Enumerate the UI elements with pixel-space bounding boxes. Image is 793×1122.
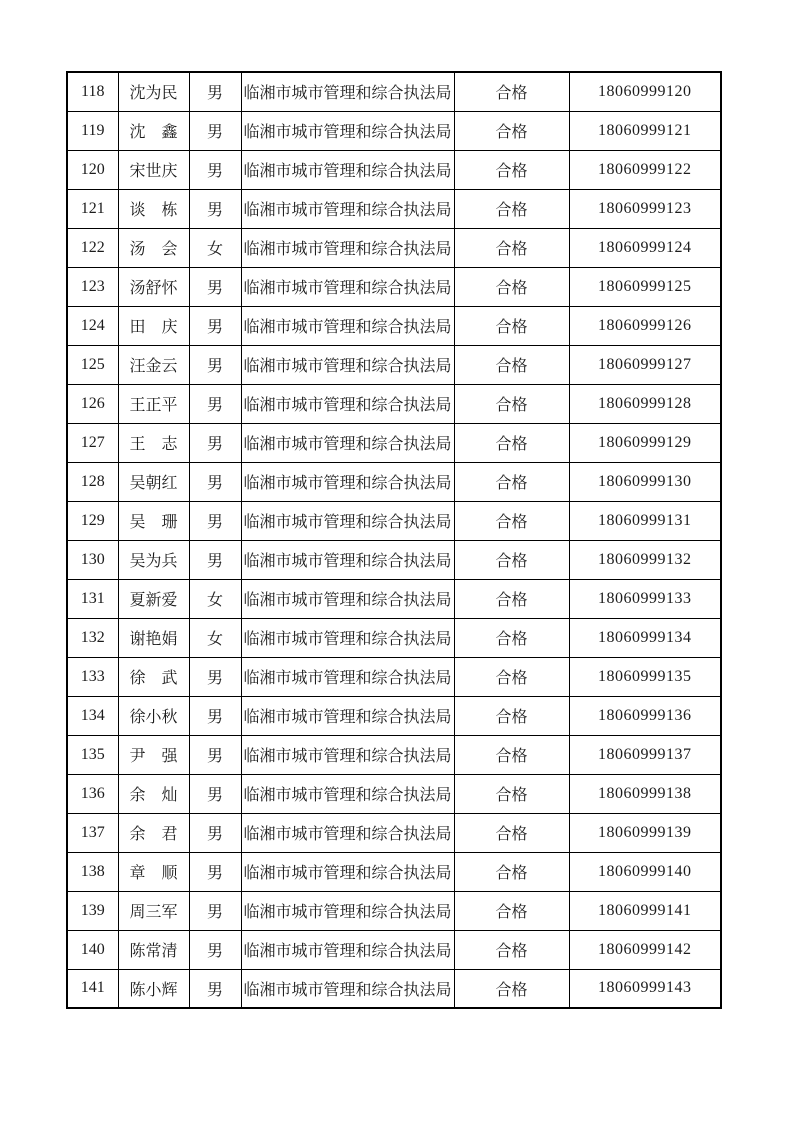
organization-cell: 临湘市城市管理和综合执法局 xyxy=(241,852,454,891)
table-row xyxy=(67,228,721,267)
organization-cell: 临湘市城市管理和综合执法局 xyxy=(241,735,454,774)
gender-cell: 男 xyxy=(189,774,241,813)
table-row xyxy=(67,930,721,969)
table-row xyxy=(67,969,721,1008)
row-index-cell: 128 xyxy=(67,462,118,501)
organization-cell: 临湘市城市管理和综合执法局 xyxy=(241,384,454,423)
certificate-number-cell: 18060999121 xyxy=(569,111,721,150)
organization-cell: 临湘市城市管理和综合执法局 xyxy=(241,657,454,696)
result-cell: 合格 xyxy=(454,345,569,384)
certificate-number-cell: 18060999140 xyxy=(569,852,721,891)
certificate-number-cell: 18060999126 xyxy=(569,306,721,345)
table-row xyxy=(67,423,721,462)
roster-table-body xyxy=(67,72,721,1008)
result-cell: 合格 xyxy=(454,72,569,111)
gender-cell: 男 xyxy=(189,813,241,852)
certificate-number-cell: 18060999124 xyxy=(569,228,721,267)
organization-cell: 临湘市城市管理和综合执法局 xyxy=(241,72,454,111)
result-cell: 合格 xyxy=(454,969,569,1008)
organization-cell: 临湘市城市管理和综合执法局 xyxy=(241,813,454,852)
result-cell: 合格 xyxy=(454,540,569,579)
row-index-cell: 137 xyxy=(67,813,118,852)
table-row xyxy=(67,72,721,111)
organization-cell: 临湘市城市管理和综合执法局 xyxy=(241,891,454,930)
certificate-number-cell: 18060999141 xyxy=(569,891,721,930)
table-row xyxy=(67,150,721,189)
name-cell: 余 灿 xyxy=(118,774,189,813)
certificate-number-cell: 18060999138 xyxy=(569,774,721,813)
organization-cell: 临湘市城市管理和综合执法局 xyxy=(241,579,454,618)
name-cell: 谢艳娟 xyxy=(118,618,189,657)
row-index-cell: 134 xyxy=(67,696,118,735)
roster-table xyxy=(66,71,722,1009)
result-cell: 合格 xyxy=(454,462,569,501)
result-cell: 合格 xyxy=(454,228,569,267)
table-row xyxy=(67,501,721,540)
result-cell: 合格 xyxy=(454,306,569,345)
result-cell: 合格 xyxy=(454,111,569,150)
name-cell: 沈为民 xyxy=(118,72,189,111)
row-index-cell: 120 xyxy=(67,150,118,189)
name-cell: 尹 强 xyxy=(118,735,189,774)
result-cell: 合格 xyxy=(454,150,569,189)
gender-cell: 男 xyxy=(189,696,241,735)
row-index-cell: 122 xyxy=(67,228,118,267)
row-index-cell: 125 xyxy=(67,345,118,384)
name-cell: 田 庆 xyxy=(118,306,189,345)
organization-cell: 临湘市城市管理和综合执法局 xyxy=(241,345,454,384)
row-index-cell: 124 xyxy=(67,306,118,345)
result-cell: 合格 xyxy=(454,735,569,774)
table-row xyxy=(67,384,721,423)
table-row xyxy=(67,618,721,657)
row-index-cell: 133 xyxy=(67,657,118,696)
name-cell: 王 志 xyxy=(118,423,189,462)
row-index-cell: 126 xyxy=(67,384,118,423)
organization-cell: 临湘市城市管理和综合执法局 xyxy=(241,462,454,501)
row-index-cell: 136 xyxy=(67,774,118,813)
result-cell: 合格 xyxy=(454,852,569,891)
gender-cell: 女 xyxy=(189,579,241,618)
table-row xyxy=(67,345,721,384)
organization-cell: 临湘市城市管理和综合执法局 xyxy=(241,930,454,969)
gender-cell: 男 xyxy=(189,930,241,969)
result-cell: 合格 xyxy=(454,267,569,306)
row-index-cell: 118 xyxy=(67,72,118,111)
table-row xyxy=(67,579,721,618)
certificate-number-cell: 18060999134 xyxy=(569,618,721,657)
result-cell: 合格 xyxy=(454,189,569,228)
organization-cell: 临湘市城市管理和综合执法局 xyxy=(241,540,454,579)
certificate-number-cell: 18060999123 xyxy=(569,189,721,228)
gender-cell: 男 xyxy=(189,189,241,228)
table-row xyxy=(67,462,721,501)
organization-cell: 临湘市城市管理和综合执法局 xyxy=(241,189,454,228)
table-row xyxy=(67,267,721,306)
name-cell: 汤 会 xyxy=(118,228,189,267)
certificate-number-cell: 18060999132 xyxy=(569,540,721,579)
certificate-number-cell: 18060999137 xyxy=(569,735,721,774)
row-index-cell: 130 xyxy=(67,540,118,579)
gender-cell: 男 xyxy=(189,423,241,462)
table-row xyxy=(67,813,721,852)
result-cell: 合格 xyxy=(454,579,569,618)
table-row xyxy=(67,735,721,774)
gender-cell: 男 xyxy=(189,540,241,579)
organization-cell: 临湘市城市管理和综合执法局 xyxy=(241,774,454,813)
name-cell: 陈小辉 xyxy=(118,969,189,1008)
table-row xyxy=(67,774,721,813)
organization-cell: 临湘市城市管理和综合执法局 xyxy=(241,969,454,1008)
row-index-cell: 119 xyxy=(67,111,118,150)
organization-cell: 临湘市城市管理和综合执法局 xyxy=(241,150,454,189)
certificate-number-cell: 18060999127 xyxy=(569,345,721,384)
name-cell: 王正平 xyxy=(118,384,189,423)
gender-cell: 男 xyxy=(189,345,241,384)
name-cell: 汪金云 xyxy=(118,345,189,384)
organization-cell: 临湘市城市管理和综合执法局 xyxy=(241,306,454,345)
table-row xyxy=(67,189,721,228)
row-index-cell: 141 xyxy=(67,969,118,1008)
organization-cell: 临湘市城市管理和综合执法局 xyxy=(241,267,454,306)
name-cell: 吴朝红 xyxy=(118,462,189,501)
organization-cell: 临湘市城市管理和综合执法局 xyxy=(241,618,454,657)
gender-cell: 男 xyxy=(189,306,241,345)
gender-cell: 男 xyxy=(189,735,241,774)
organization-cell: 临湘市城市管理和综合执法局 xyxy=(241,423,454,462)
certificate-number-cell: 18060999129 xyxy=(569,423,721,462)
result-cell: 合格 xyxy=(454,774,569,813)
result-cell: 合格 xyxy=(454,930,569,969)
table-row xyxy=(67,852,721,891)
name-cell: 余 君 xyxy=(118,813,189,852)
row-index-cell: 132 xyxy=(67,618,118,657)
certificate-number-cell: 18060999142 xyxy=(569,930,721,969)
result-cell: 合格 xyxy=(454,657,569,696)
table-row xyxy=(67,306,721,345)
table-row xyxy=(67,891,721,930)
organization-cell: 临湘市城市管理和综合执法局 xyxy=(241,696,454,735)
name-cell: 沈 鑫 xyxy=(118,111,189,150)
row-index-cell: 121 xyxy=(67,189,118,228)
gender-cell: 男 xyxy=(189,891,241,930)
table-row xyxy=(67,111,721,150)
organization-cell: 临湘市城市管理和综合执法局 xyxy=(241,228,454,267)
name-cell: 章 顺 xyxy=(118,852,189,891)
gender-cell: 男 xyxy=(189,72,241,111)
gender-cell: 男 xyxy=(189,501,241,540)
table-row xyxy=(67,657,721,696)
row-index-cell: 123 xyxy=(67,267,118,306)
gender-cell: 男 xyxy=(189,267,241,306)
name-cell: 周三军 xyxy=(118,891,189,930)
name-cell: 宋世庆 xyxy=(118,150,189,189)
gender-cell: 男 xyxy=(189,969,241,1008)
gender-cell: 女 xyxy=(189,228,241,267)
certificate-number-cell: 18060999120 xyxy=(569,72,721,111)
name-cell: 汤舒怀 xyxy=(118,267,189,306)
certificate-number-cell: 18060999139 xyxy=(569,813,721,852)
name-cell: 徐 武 xyxy=(118,657,189,696)
result-cell: 合格 xyxy=(454,813,569,852)
table-row xyxy=(67,540,721,579)
result-cell: 合格 xyxy=(454,423,569,462)
certificate-number-cell: 18060999125 xyxy=(569,267,721,306)
certificate-number-cell: 18060999131 xyxy=(569,501,721,540)
certificate-number-cell: 18060999130 xyxy=(569,462,721,501)
gender-cell: 女 xyxy=(189,618,241,657)
name-cell: 徐小秋 xyxy=(118,696,189,735)
gender-cell: 男 xyxy=(189,150,241,189)
name-cell: 谈 栋 xyxy=(118,189,189,228)
row-index-cell: 140 xyxy=(67,930,118,969)
certificate-number-cell: 18060999135 xyxy=(569,657,721,696)
name-cell: 陈常清 xyxy=(118,930,189,969)
certificate-number-cell: 18060999136 xyxy=(569,696,721,735)
name-cell: 吴 珊 xyxy=(118,501,189,540)
row-index-cell: 135 xyxy=(67,735,118,774)
table-row xyxy=(67,696,721,735)
row-index-cell: 127 xyxy=(67,423,118,462)
certificate-number-cell: 18060999143 xyxy=(569,969,721,1008)
organization-cell: 临湘市城市管理和综合执法局 xyxy=(241,501,454,540)
result-cell: 合格 xyxy=(454,384,569,423)
result-cell: 合格 xyxy=(454,696,569,735)
name-cell: 夏新爱 xyxy=(118,579,189,618)
gender-cell: 男 xyxy=(189,462,241,501)
result-cell: 合格 xyxy=(454,618,569,657)
gender-cell: 男 xyxy=(189,852,241,891)
gender-cell: 男 xyxy=(189,384,241,423)
row-index-cell: 139 xyxy=(67,891,118,930)
row-index-cell: 138 xyxy=(67,852,118,891)
certificate-number-cell: 18060999128 xyxy=(569,384,721,423)
result-cell: 合格 xyxy=(454,501,569,540)
row-index-cell: 129 xyxy=(67,501,118,540)
name-cell: 吴为兵 xyxy=(118,540,189,579)
gender-cell: 男 xyxy=(189,657,241,696)
certificate-number-cell: 18060999133 xyxy=(569,579,721,618)
certificate-number-cell: 18060999122 xyxy=(569,150,721,189)
organization-cell: 临湘市城市管理和综合执法局 xyxy=(241,111,454,150)
gender-cell: 男 xyxy=(189,111,241,150)
row-index-cell: 131 xyxy=(67,579,118,618)
result-cell: 合格 xyxy=(454,891,569,930)
